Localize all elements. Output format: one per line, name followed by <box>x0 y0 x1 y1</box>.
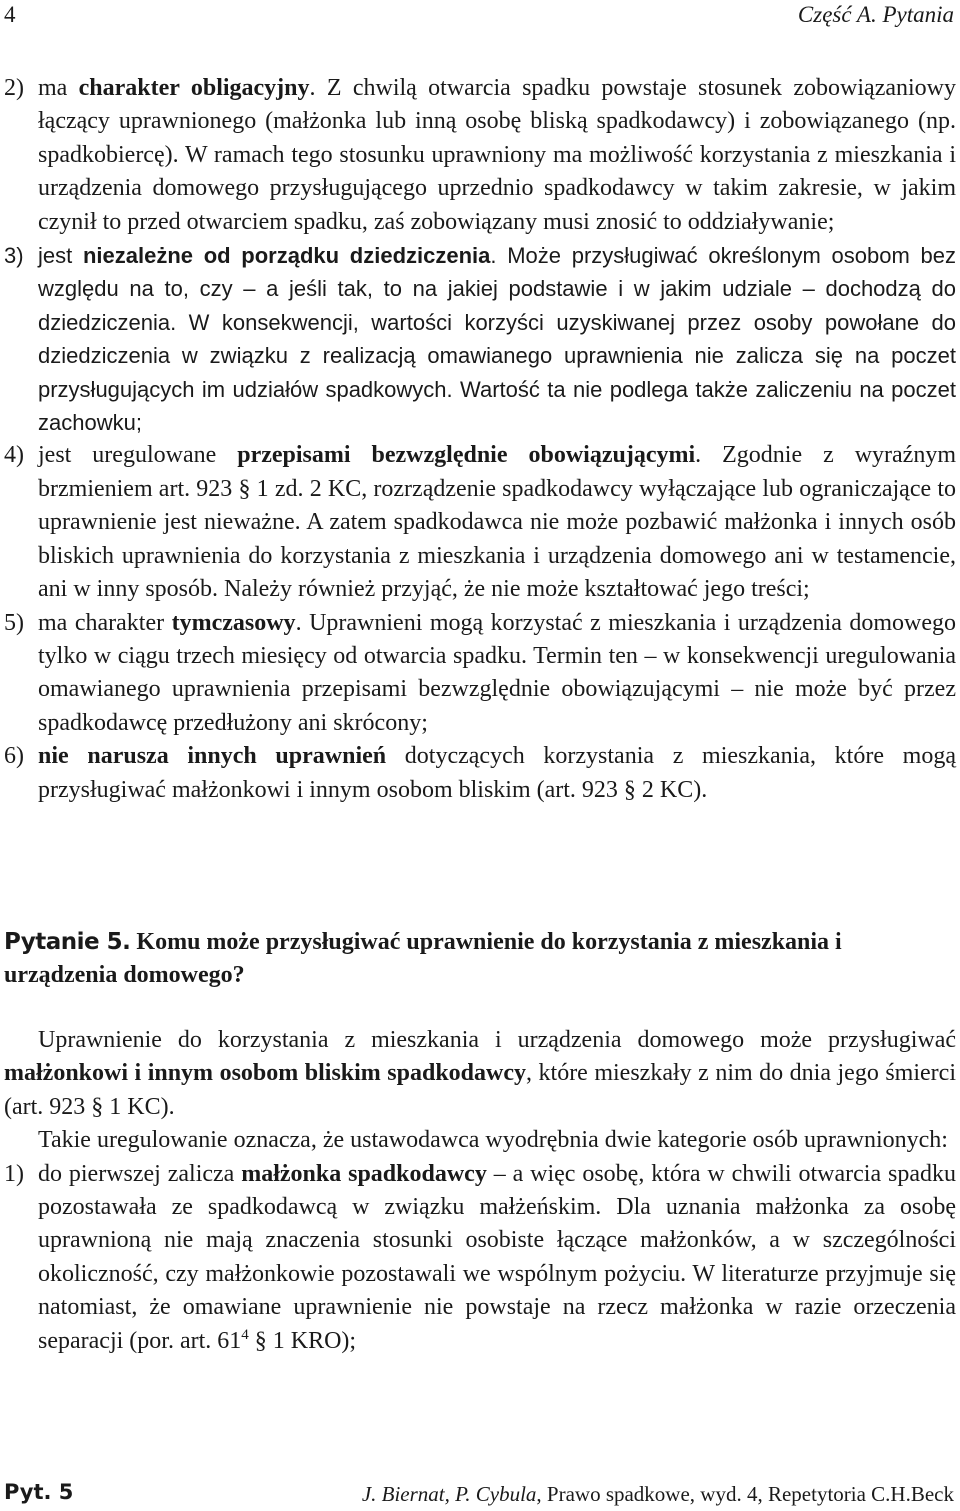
list-text <box>38 72 956 239</box>
question-label: Pytanie 5. <box>4 929 131 955</box>
text-pre: jest uregulowane <box>38 442 238 469</box>
text-post: . Uprawnieni mogą korzystać z mieszkania i urządzenia domowego tylko w ciągu trzech miesięcy od otwarcia spadku. Termin ten – w konsekwencji uregulowania omawianego uprawnienia przepisami bezwzględnie obowiązującymi – nie może być przez spadkodawcę przedłużony ani skrócony; <box>38 609 956 736</box>
text-bold: charakter obligacyjny <box>78 75 310 101</box>
text-post: . Może przysługiwać określonym osobom bez względu na to, czy – a jeśli tak, to na jakiej podstawie i w jakim udziale – dochodzą do dziedziczenia. W konsekwencji, wartości korzyści uzyskiwanej przez osoby powołane do dziedziczenia w związku z realizacją omawianego uprawnienia nie zalicza się na poczet przysługujących im udziałów spadkowych. Wartość ta nie podlega także zaliczeniu na poczet zachowku; <box>38 243 956 436</box>
list-item <box>4 439 956 606</box>
text-pre: ma charakter <box>38 609 172 636</box>
text-pre: do pierwszej zalicza <box>38 1160 242 1187</box>
footer-title: , Prawo spadkowe, wyd. 4, Repetytoria C.H.Beck <box>536 1482 954 1506</box>
list-text <box>38 1158 956 1358</box>
page-header <box>0 0 960 30</box>
list-item <box>4 1158 956 1358</box>
running-title: Część A. Pytania <box>797 2 954 27</box>
list-text <box>38 439 956 606</box>
list-number: 5) <box>4 609 24 636</box>
footer-question-ref: Pyt. 5 <box>4 1480 74 1504</box>
list-number: 4) <box>4 442 24 469</box>
text-bold: nie narusza innych uprawnień <box>38 743 387 770</box>
page-number: 4 <box>4 2 16 27</box>
text-post: , które mieszkały z nim do dnia jego śmierci (art. 923 § 1 KC). <box>4 1060 956 1120</box>
text-pre: jest <box>38 243 83 269</box>
text-bold: tymczasowy <box>171 609 296 636</box>
list-item <box>4 740 956 807</box>
body-list-top <box>4 72 956 807</box>
answer-paragraph: Takie uregulowanie oznacza, że ustawodawca wyodrębnia dwie kategorie osób uprawnionych: <box>38 1127 948 1154</box>
superscript: 4 <box>241 1326 249 1343</box>
text-pre: ma <box>38 75 79 101</box>
list-number: 3) <box>4 243 24 269</box>
text-bold: przepisami bezwzględnie obowiązującymi <box>237 442 696 469</box>
list-text <box>38 740 956 807</box>
text-post: . Zgodnie z wyraźnym brzmieniem art. 923 § 1 zd. 2 KC, rozrządzenie spadkodawcy wyłączające lub ograniczające to uprawnienie jest nieważne. A zatem spadkodawca nie może pozbawić małżonka i innych osób bliskich uprawnienia do korzystania z mieszkania i urządzenia domowego ani w testamencie, ani w inny sposób. Należy również przyjąć, że nie może kształtować jego treści; <box>38 442 956 603</box>
list-text <box>38 607 956 741</box>
text-bold: małżonkowi i innym osobom bliskim spadkodawcy <box>4 1060 527 1087</box>
text-post: . Z chwilą otwarcia spadku powstaje stosunek zobowiązaniowy łączący uprawnionego (małżonka lub inną osobę bliską spadkodawcy) i zobowiązanego (np. spadkobiercę). W ramach tego stosunku uprawniony ma możliwość korzystania z mieszkania i urządzenia domowego przysługującego uprzednio spadkodawcy w takim zakresie, w jakim czynił to przed otwarciem spadku, zaś zobowiązany musi znosić to oddziaływanie; <box>38 75 956 235</box>
answer-paragraph <box>4 1024 956 1124</box>
footer-authors: J. Biernat, P. Cybula <box>361 1482 537 1506</box>
list-number: 6) <box>4 743 24 770</box>
list-text <box>38 239 956 439</box>
answer-body <box>4 1024 956 1358</box>
list-item <box>4 72 956 239</box>
page-footer <box>0 1478 960 1508</box>
text-pre: Uprawnienie do korzystania z mieszkania i urządzenia domowego może przysługiwać <box>38 1027 956 1053</box>
question-text: Komu może przysługiwać uprawnienie do korzystania z mieszkania i urządzenia domowego? <box>4 929 842 988</box>
text-post: – a więc osobę, która w chwili otwarcia spadku pozostawała ze spadkodawcą w związku małżeńskim. Dla uznania małżonka za osobę uprawnioną nie mają znaczenia stosunki osobiste łączące małżonków, a w szczególności okoliczność, czy małżonkowie pozostawali we wspólnym pożyciu. W literaturze przyjmuje się natomiast, że omawiane uprawnienie nie powstaje na rzecz małżonka w razie orzeczenia separacji (por. art. 61 <box>38 1160 956 1354</box>
list-item <box>4 607 956 741</box>
list-number: 2) <box>4 75 24 101</box>
question-heading <box>4 926 956 992</box>
text-bold: małżonka spadkodawcy <box>241 1160 487 1187</box>
list-number: 1) <box>4 1160 24 1187</box>
list-item <box>4 239 956 439</box>
footer-citation <box>362 1482 954 1507</box>
text-bold: niezależne od porządku dziedziczenia <box>82 243 491 269</box>
text-post: dotyczących korzystania z mieszkania, które mogą przysługiwać małżonkowi i innym osobom bliskim (art. 923 § 2 KC). <box>38 743 956 803</box>
text-end: § 1 KRO); <box>248 1327 357 1354</box>
